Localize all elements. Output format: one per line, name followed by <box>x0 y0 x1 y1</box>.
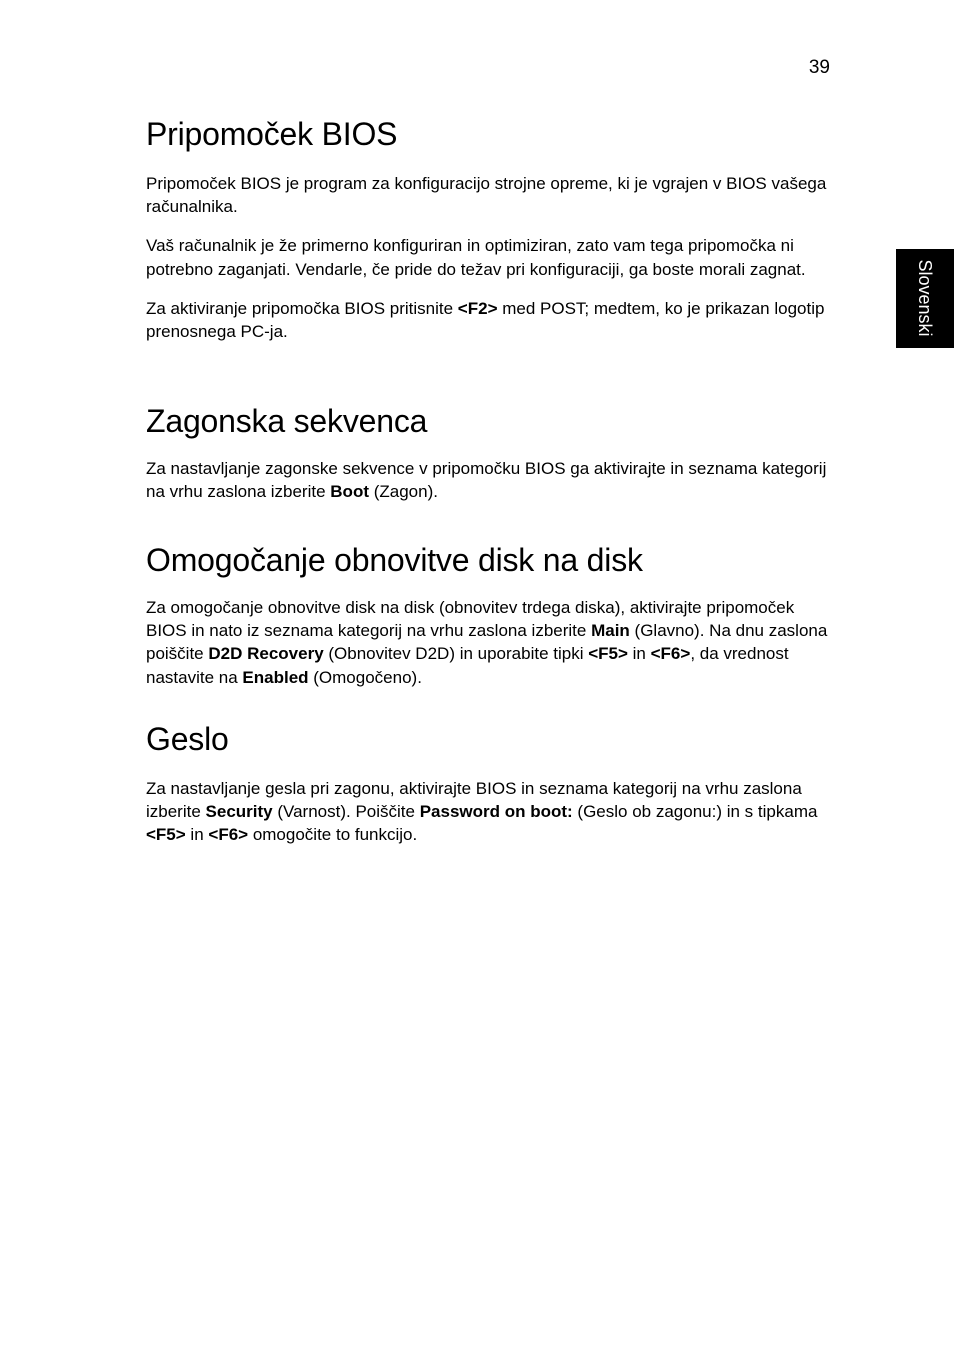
text-run: (Geslo ob zagonu:) in s tipkama <box>572 802 818 822</box>
text-run: (Omogočeno). <box>308 667 422 687</box>
section-boot-sequence <box>146 403 836 503</box>
text-run: Za aktiviranje pripomočka BIOS pritisnite <box>146 298 458 318</box>
language-side-tab <box>896 249 954 348</box>
text-run: (Glavno). Na dnu zaslona poiščite <box>146 621 828 664</box>
text-run: in <box>627 644 651 664</box>
paragraph: Pripomoček BIOS je program za konfiguracijo strojne opreme, ki je vgrajen v BIOS vašega računalnika. <box>146 174 827 217</box>
text-run: Za nastavljanje gesla pri zagonu, aktivirajte BIOS in seznama kategorij na vrhu zaslona izberite <box>146 779 802 822</box>
text-run: med POST; medtem, ko je prikazan logotip prenosnega PC-ja. <box>146 298 825 342</box>
text-run: in <box>185 825 209 845</box>
key-label: <F5> <box>146 825 186 845</box>
menu-term: D2D Recovery <box>208 644 324 664</box>
section-disk-to-disk-recovery <box>146 542 836 689</box>
text-run: Za omogočanje obnovitve disk na disk (obnovitev trdega diska), aktivirajte pripomoček BIOS in nato iz seznama kategorij na vrhu zaslona izberite <box>146 598 795 641</box>
paragraph <box>146 457 836 503</box>
section-heading: Geslo <box>146 721 229 757</box>
text-run: (Varnost). Poiščite <box>272 802 420 822</box>
key-label: <F5> <box>588 644 628 664</box>
text-run: (Zagon). <box>369 482 438 502</box>
menu-term: Enabled <box>242 667 309 687</box>
text-run: (Obnovitev D2D) in uporabite tipki <box>323 644 589 664</box>
text-run: omogočite to funkcijo. <box>248 825 418 845</box>
paragraph: Vaš računalnik je že primerno konfiguriran in optimiziran, zato vam tega pripomočka ni potrebno zaganjati. Vendarle, če pride do težav pri konfiguraciji, ga boste morali zagnat. <box>146 236 806 279</box>
text-run: , da vrednost nastavite na <box>146 644 789 687</box>
paragraph <box>146 596 836 689</box>
section-bios-utility <box>146 116 836 343</box>
menu-term: Main <box>591 621 630 641</box>
menu-term: Security <box>205 802 273 822</box>
paragraph <box>146 297 836 343</box>
key-label: <F6> <box>208 825 249 845</box>
section-heading: Omogočanje obnovitve disk na disk <box>146 542 643 578</box>
paragraph <box>146 777 836 847</box>
text-run: Za nastavljanje zagonske sekvence v pripomočku BIOS ga aktivirajte in seznama kategorij na vrhu zaslona izberite <box>146 459 827 502</box>
section-heading: Pripomoček BIOS <box>146 116 398 152</box>
menu-term: Password on boot: <box>419 802 573 822</box>
section-password <box>146 721 836 847</box>
language-side-tab-label: Slovenski <box>915 259 935 337</box>
key-label: <F2> <box>457 298 498 318</box>
menu-term: Boot <box>330 482 369 502</box>
page-number: 39 <box>808 57 830 78</box>
section-heading: Zagonska sekvenca <box>146 403 428 439</box>
key-label: <F6> <box>650 644 691 664</box>
